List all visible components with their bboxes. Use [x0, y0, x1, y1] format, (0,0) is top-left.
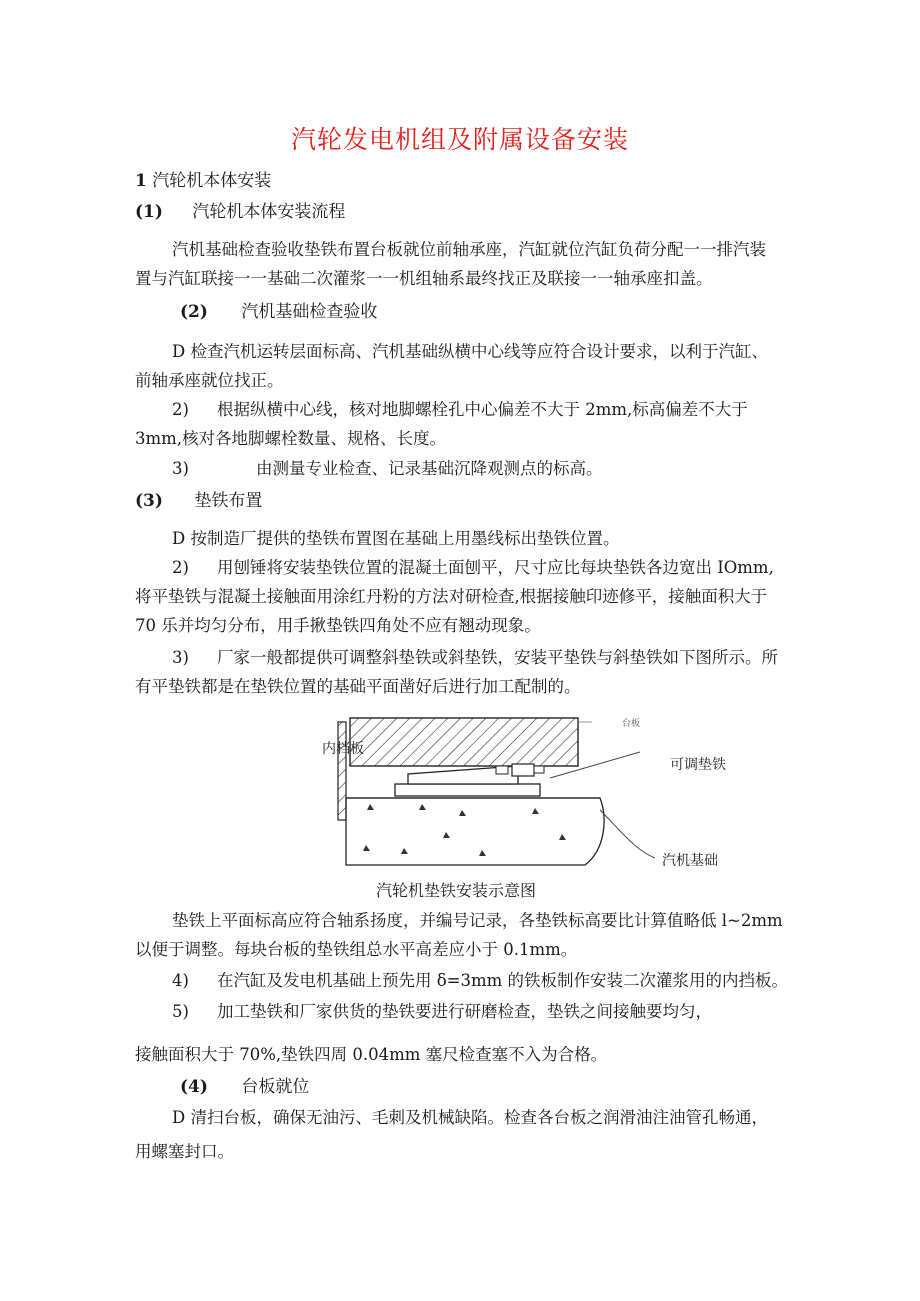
concrete-marks — [363, 804, 566, 856]
list-text: 厂家一般都提供可调整斜垫铁或斜垫铁，安装平垫铁与斜垫铁如下图所示。所 — [217, 648, 778, 667]
subsection-number: (3) — [135, 491, 163, 511]
section-heading-1 — [135, 170, 271, 192]
paragraph-line: D 按制造厂提供的垫铁布置图在基础上用墨线标出垫铁位置。 — [172, 529, 620, 548]
paragraph-line: 将平垫铁与混凝土接触面用涂红丹粉的方法对研检查,根据接触印迹修平，接触面积大于 — [135, 587, 768, 606]
list-item — [172, 1001, 712, 1023]
list-text: 加工垫铁和厂家供货的垫铁要进行研磨检查，垫铁之间接触要均匀， — [217, 1002, 712, 1021]
list-number: 2) — [172, 400, 189, 419]
base-plate — [350, 718, 578, 766]
label-adjustable-shim: 可调垫铁 — [670, 757, 726, 773]
list-text: 在汽缸及发电机基础上预先用 δ=3mm 的铁板制作安装二次灌浆用的内挡板。 — [217, 971, 789, 990]
list-number: 2) — [172, 558, 189, 577]
list-item — [172, 458, 603, 480]
figure-caption: 汽轮机垫铁安装示意图 — [376, 881, 537, 900]
list-number: 5) — [172, 1002, 189, 1021]
paragraph-line: D 检查汽机运转层面标高、汽机基础纵横中心线等应符合设计要求，以利于汽缸、 — [172, 342, 768, 361]
subsection-title: 台板就位 — [241, 1077, 310, 1097]
list-item — [172, 399, 748, 421]
foundation-outline — [346, 798, 604, 865]
paragraph-line: 有平垫铁都是在垫铁位置的基础平面凿好后进行加工配制的。 — [135, 677, 581, 696]
label-inner-baffle: 内档板 — [322, 741, 364, 757]
list-item — [172, 557, 774, 579]
subsection-title: 汽轮机本体安装流程 — [192, 202, 346, 222]
list-item — [172, 647, 778, 669]
subsection-heading-3 — [135, 490, 262, 512]
subsection-title: 垫铁布置 — [194, 491, 263, 511]
paragraph-line: D 清扫台板，确保无油污、毛刺及机械缺陷。检查各台板之润滑油注油管孔畅通， — [172, 1108, 768, 1127]
label-base-plate: 台板 — [622, 719, 641, 729]
paragraph-line: 汽机基础检查验收垫铁布置台板就位前轴承座，汽缸就位汽缸负荷分配一一排汽装 — [172, 240, 766, 259]
paragraph-line: 接触面积大于 70%,垫铁四周 0.04mm 塞尺检查塞不入为合格。 — [135, 1045, 608, 1064]
list-text: 由测量专业检查、记录基础沉降观测点的标高。 — [256, 459, 603, 478]
subsection-title: 汽机基础检查验收 — [241, 302, 378, 322]
list-number: 3) — [172, 648, 189, 667]
paragraph-line: 垫铁上平面标高应符合轴系扬度，并编号记录，各垫铁标高要比计算值略低 l~2mm — [172, 911, 783, 930]
paragraph-line: 前轴承座就位找正。 — [135, 371, 284, 390]
subsection-heading-1 — [135, 201, 345, 223]
subsection-number: (1) — [135, 202, 163, 222]
inner-baffle-plate — [338, 722, 346, 820]
list-number: 3) — [172, 459, 189, 478]
paragraph-line: 用螺塞封口。 — [135, 1142, 234, 1161]
paragraph-line: 70 乐并均匀分布，用手揪垫铁四角处不应有翘动现象。 — [135, 616, 541, 635]
paragraph-line: 置与汽缸联接一一基础二次灌浆一一机组轴系最终找正及联接一一轴承座扣盖。 — [135, 269, 713, 288]
document-title: 汽轮发电机组及附属设备安装 — [290, 125, 629, 154]
shim-installation-diagram — [300, 700, 740, 875]
section-number: 1 — [135, 171, 147, 191]
subsection-heading-4 — [180, 1076, 309, 1098]
subsection-number: (4) — [180, 1077, 208, 1097]
label-foundation: 汽机基础 — [662, 853, 718, 869]
subsection-number: (2) — [180, 302, 208, 322]
diagram-drawing — [300, 700, 740, 875]
flat-shim — [395, 784, 540, 796]
section-title: 汽轮机本体安装 — [152, 171, 272, 191]
list-item — [172, 970, 788, 992]
list-text: 根据纵横中心线，核对地脚螺栓孔中心偏差不大于 2mm,标高偏差不大于 — [217, 400, 748, 419]
list-text: 用刨锤将安装垫铁位置的混凝土面刨平，尺寸应比每块垫铁各边宽出 IOmm, — [217, 558, 774, 577]
paragraph-line: 3mm,核对各地脚螺栓数量、规格、长度。 — [135, 429, 447, 448]
list-number: 4) — [172, 971, 189, 990]
subsection-heading-2 — [180, 301, 377, 323]
paragraph-line: 以便于调整。每块台板的垫铁组总水平高差应小于 0.1mm。 — [135, 940, 578, 959]
